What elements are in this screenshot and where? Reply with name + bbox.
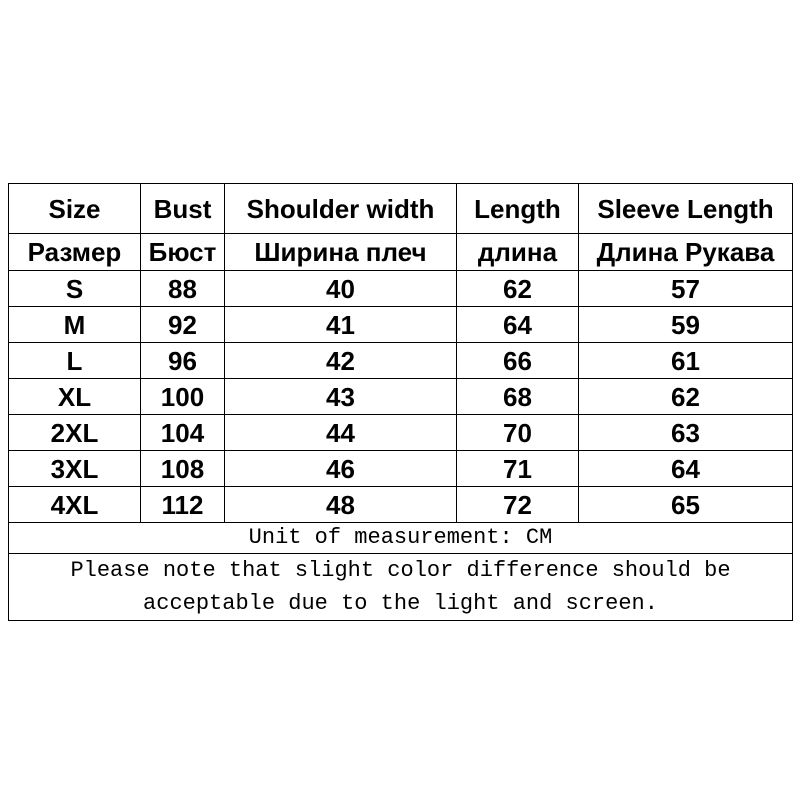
header-length-ru: длина	[457, 234, 579, 271]
sleeve-length-cell: 62	[579, 379, 793, 415]
header-size-ru: Размер	[9, 234, 141, 271]
header-size: Size	[9, 184, 141, 234]
sleeve-length-cell: 59	[579, 307, 793, 343]
sleeve-length-cell: 64	[579, 451, 793, 487]
note-line: Please note that slight color difference should be	[70, 558, 731, 583]
table-row-m	[9, 307, 793, 343]
size-cell: L	[9, 343, 141, 379]
size-cell: XL	[9, 379, 141, 415]
bust-cell: 112	[141, 487, 225, 523]
table-row-xl	[9, 379, 793, 415]
header-shoulder-width-ru: Ширина плеч	[225, 234, 457, 271]
shoulder-width-cell: 40	[225, 271, 457, 307]
shoulder-width-cell: 41	[225, 307, 457, 343]
sleeve-length-cell: 63	[579, 415, 793, 451]
length-cell: 68	[457, 379, 579, 415]
bust-cell: 100	[141, 379, 225, 415]
size-cell: M	[9, 307, 141, 343]
length-cell: 66	[457, 343, 579, 379]
bust-cell: 104	[141, 415, 225, 451]
header-length: Length	[457, 184, 579, 234]
table-row-2xl	[9, 415, 793, 451]
bust-cell: 108	[141, 451, 225, 487]
header-bust-ru: Бюст	[141, 234, 225, 271]
size-chart-table	[8, 183, 793, 621]
bust-cell: 96	[141, 343, 225, 379]
sleeve-length-cell: 57	[579, 271, 793, 307]
sleeve-length-cell: 61	[579, 343, 793, 379]
size-cell: 2XL	[9, 415, 141, 451]
length-cell: 62	[457, 271, 579, 307]
shoulder-width-cell: 43	[225, 379, 457, 415]
shoulder-width-cell: 44	[225, 415, 457, 451]
bust-cell: 92	[141, 307, 225, 343]
shoulder-width-cell: 42	[225, 343, 457, 379]
length-cell: 71	[457, 451, 579, 487]
bust-cell: 88	[141, 271, 225, 307]
shoulder-width-cell: 46	[225, 451, 457, 487]
header-row-english	[9, 184, 793, 234]
table-row-l	[9, 343, 793, 379]
table-row-3xl	[9, 451, 793, 487]
size-cell: 4XL	[9, 487, 141, 523]
size-cell: 3XL	[9, 451, 141, 487]
header-shoulder-width: Shoulder width	[225, 184, 457, 234]
color-difference-note	[9, 554, 793, 621]
size-cell: S	[9, 271, 141, 307]
header-sleeve-length-ru: Длина Рукава	[579, 234, 793, 271]
header-sleeve-length: Sleeve Length	[579, 184, 793, 234]
table-row-4xl	[9, 487, 793, 523]
length-cell: 70	[457, 415, 579, 451]
header-bust: Bust	[141, 184, 225, 234]
header-row-russian	[9, 234, 793, 271]
unit-note: Unit of measurement: CM	[9, 523, 793, 554]
length-cell: 64	[457, 307, 579, 343]
table-row-s	[9, 271, 793, 307]
length-cell: 72	[457, 487, 579, 523]
note-line: acceptable due to the light and screen.	[143, 591, 658, 616]
unit-row	[9, 523, 793, 554]
note-row	[9, 554, 793, 621]
shoulder-width-cell: 48	[225, 487, 457, 523]
sleeve-length-cell: 65	[579, 487, 793, 523]
